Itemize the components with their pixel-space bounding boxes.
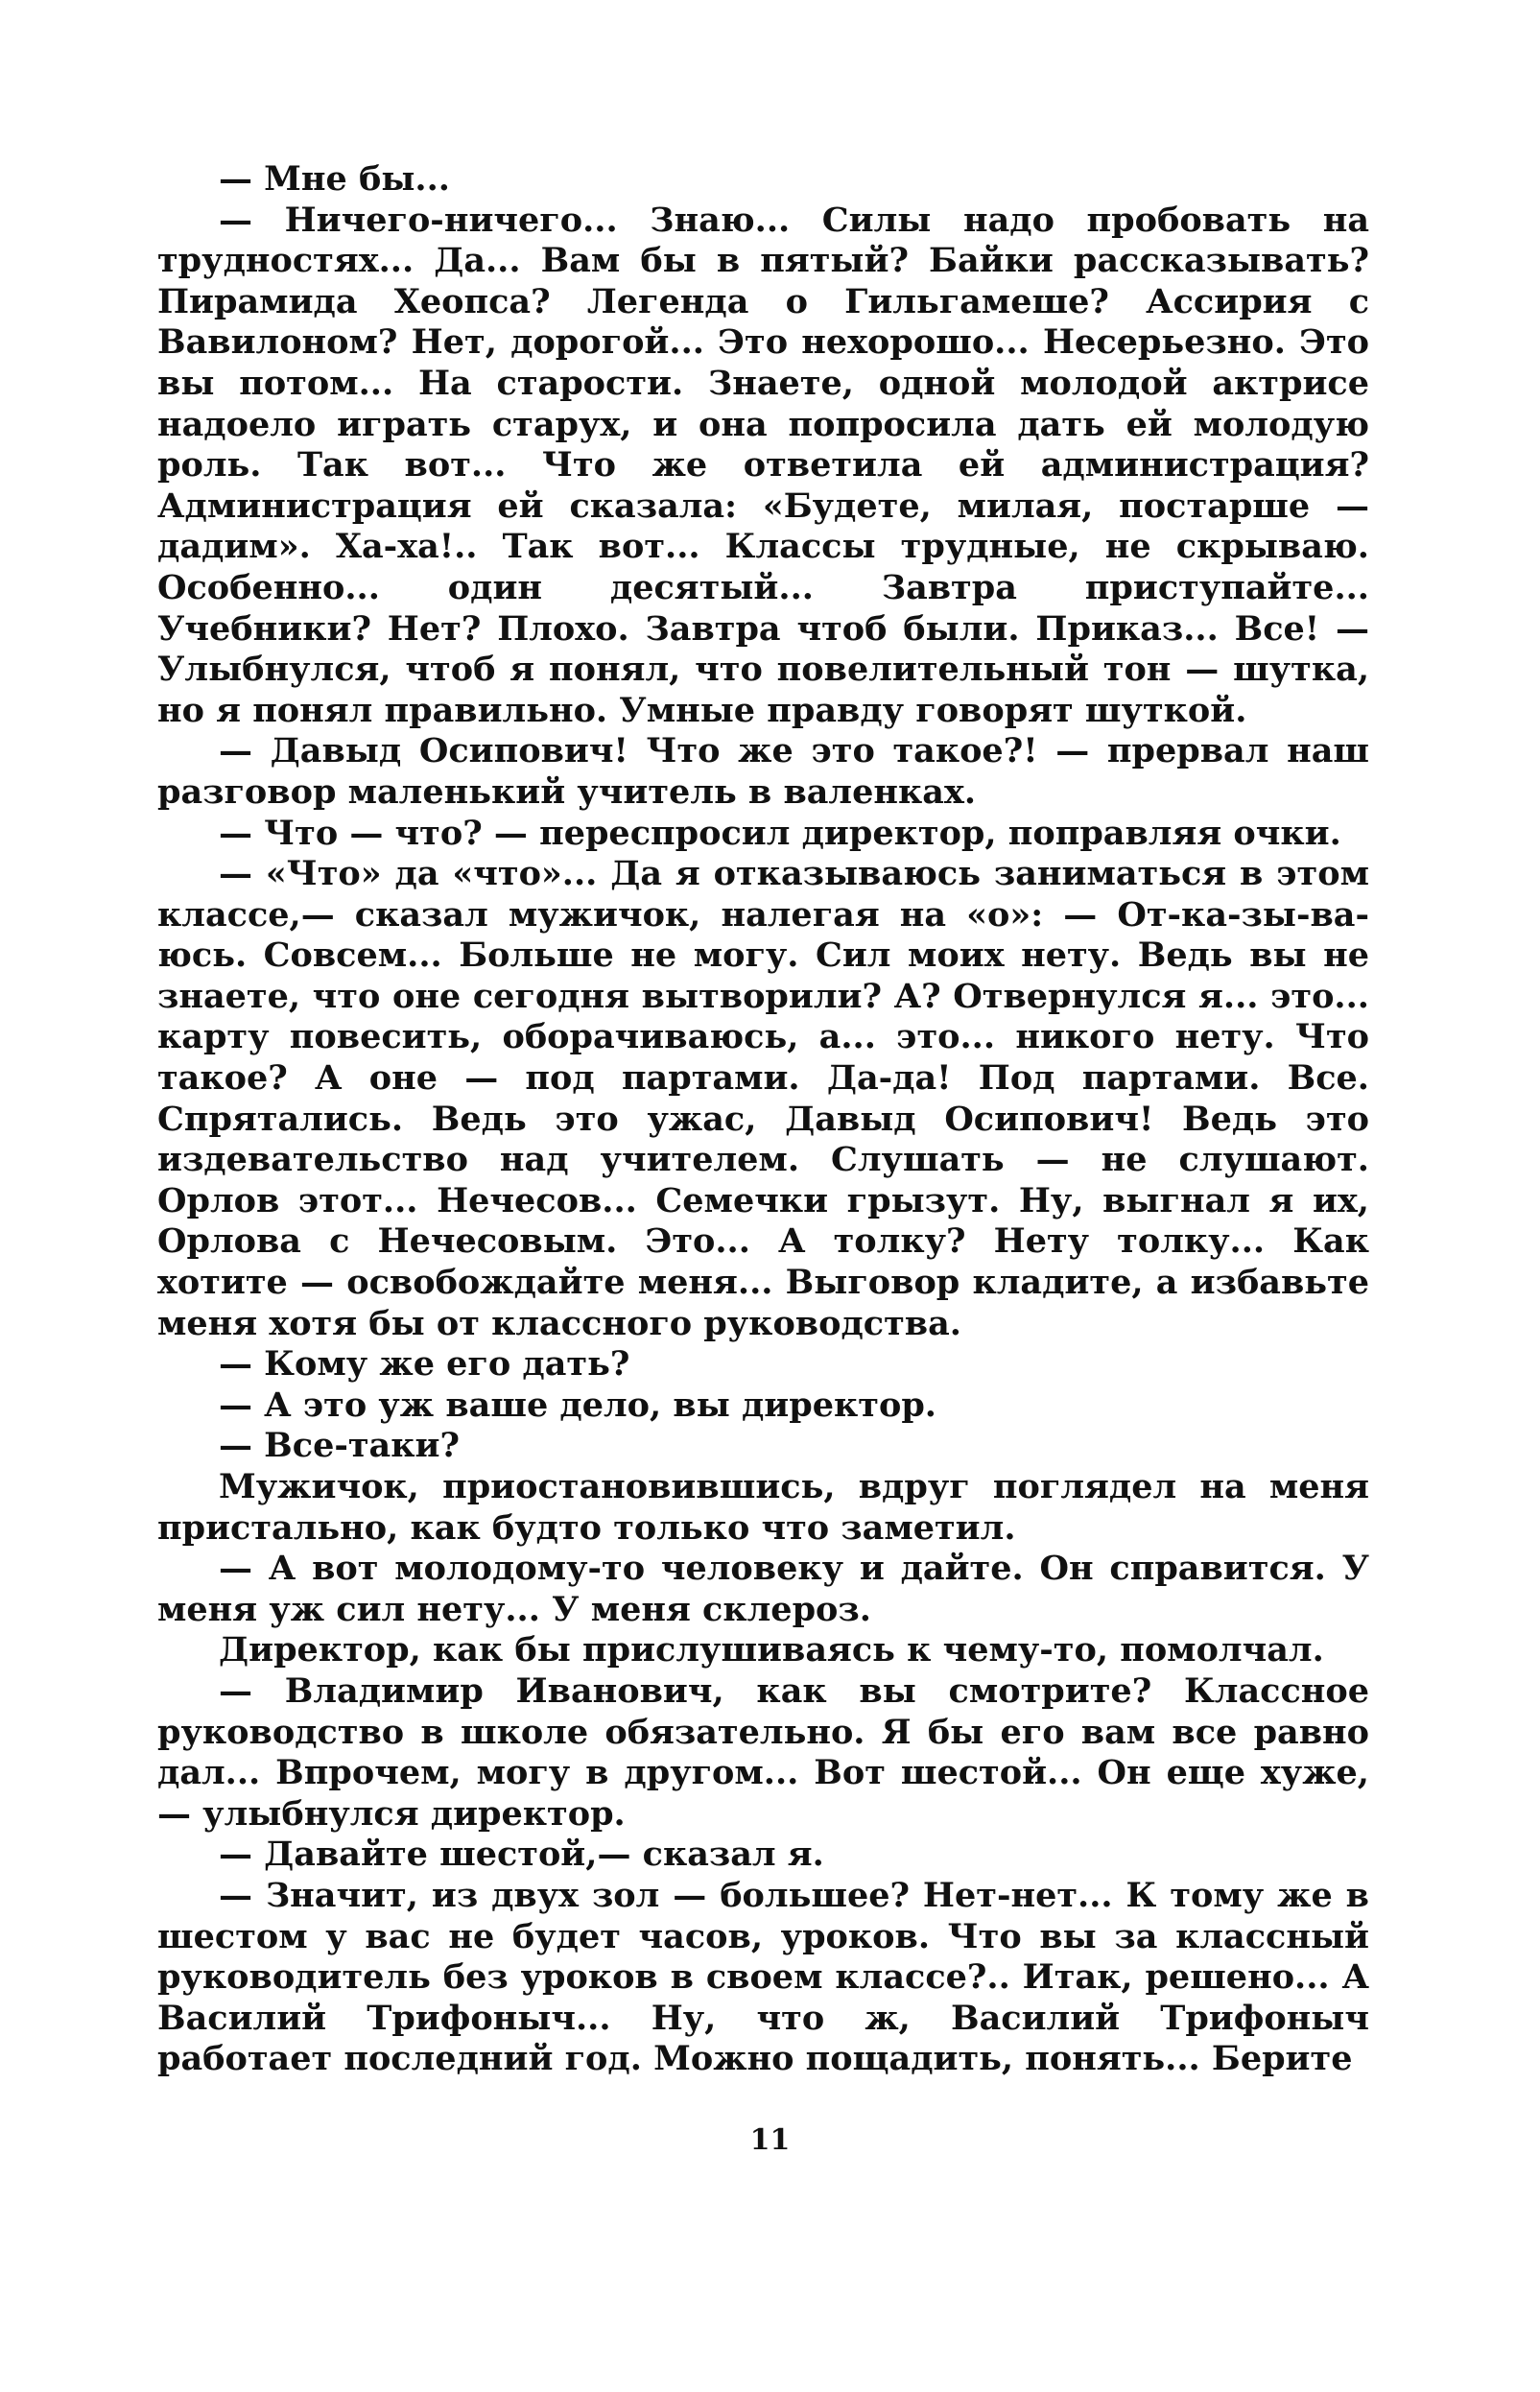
paragraph-12: — Владимир Иванович, как вы смотрите? Классное руководство в школе обязательно. Я бы его вам все равно дал... Впрочем, могу в другом... Вот шестой... Он еще хуже,— улыбнулся директор. bbox=[157, 1670, 1369, 1834]
paragraph-8: — Все-таки? bbox=[219, 1426, 460, 1466]
paragraph-2: — Ничего-ничего... Знаю... Силы надо пробовать на трудностях... Да... Вам бы в пятый? Байки рассказывать? Пирамида Хеопса? Легенда о Гильгамеше? Ассирия с Вавилоном? Нет, дорогой... Это нехорошо... Несерьезно. Это вы потом... На старости. Знаете, одной молодой актрисе надоело играть старух, и она попросила дать ей молодую роль. Так вот... Что же ответила ей администрация? Администрация ей сказала: «Будете, милая, постарше — дадим». Ха-ха!.. Так вот... Классы трудные, не скрываю. Особенно... один десятый... Завтра приступайте... Учебники? Нет? Плохо. Завтра чтоб были. Приказ... Все! — Улыбнулся, чтоб я понял, что повелительный тон — шутка, но я понял правильно. Умные правду говорят шуткой. bbox=[157, 200, 1369, 730]
paragraph-9: Мужичок, приостановившись, вдруг поглядел на меня пристально, как будто только что заметил. bbox=[157, 1467, 1369, 1548]
page-text bbox=[157, 159, 1369, 2080]
page-number: 11 bbox=[749, 2123, 791, 2157]
paragraph-3: — Давыд Осипович! Что же это такое?! — прервал наш разговор маленький учитель в валенках. bbox=[157, 731, 1369, 812]
paragraph-10: — А вот молодому-то человеку и дайте. Он справится. У меня уж сил нету... У меня склероз. bbox=[157, 1549, 1369, 1629]
paragraph-1: — Мне бы... bbox=[219, 159, 450, 199]
paragraph-6: — Кому же его дать? bbox=[219, 1344, 630, 1385]
paragraph-7: — А это уж ваше дело, вы директор. bbox=[219, 1385, 936, 1425]
paragraph-5: — «Что» да «что»... Да я отказываюсь заниматься в этом классе,— сказал мужичок, налегая на «о»: — От-ка-зы-ва-юсь. Совсем... Больше не могу. Сил моих нету. Ведь вы не знаете, что оне сегодня вытворили? А? Отвернулся я... это... карту повесить, оборачиваюсь, а... это... никого нету. Что такое? А оне — под партами. Да-да! Под партами. Все. Спрятались. Ведь это ужас, Давыд Осипович! Ведь это издевательство над учителем. Слушать — не слушают. Орлов этот... Нечесов... Семечки грызут. Ну, выгнал я их, Орлова с Нечесовым. Это... А толку? Нету толку... Как хотите — освобождайте меня... Выговор кладите, а избавьте меня хотя бы от классного руководства. bbox=[157, 854, 1369, 1343]
paragraph-4: — Что — что? — переспросил директор, поправляя очки. bbox=[219, 813, 1341, 853]
paragraph-14: — Значит, из двух зол — большее? Нет-нет... К тому же в шестом у вас не будет часов, уроков. Что вы за классный руководитель без уроков в своем классе?.. Итак, решено... А Василий Трифоныч... Ну, что ж, Василий Трифоныч работает последний год. Можно пощадить, понять... Берите bbox=[157, 1875, 1369, 2079]
paragraph-13: — Давайте шестой,— сказал я. bbox=[219, 1835, 824, 1875]
paragraph-11: Директор, как бы прислушиваясь к чему-то, помолчал. bbox=[219, 1630, 1324, 1670]
